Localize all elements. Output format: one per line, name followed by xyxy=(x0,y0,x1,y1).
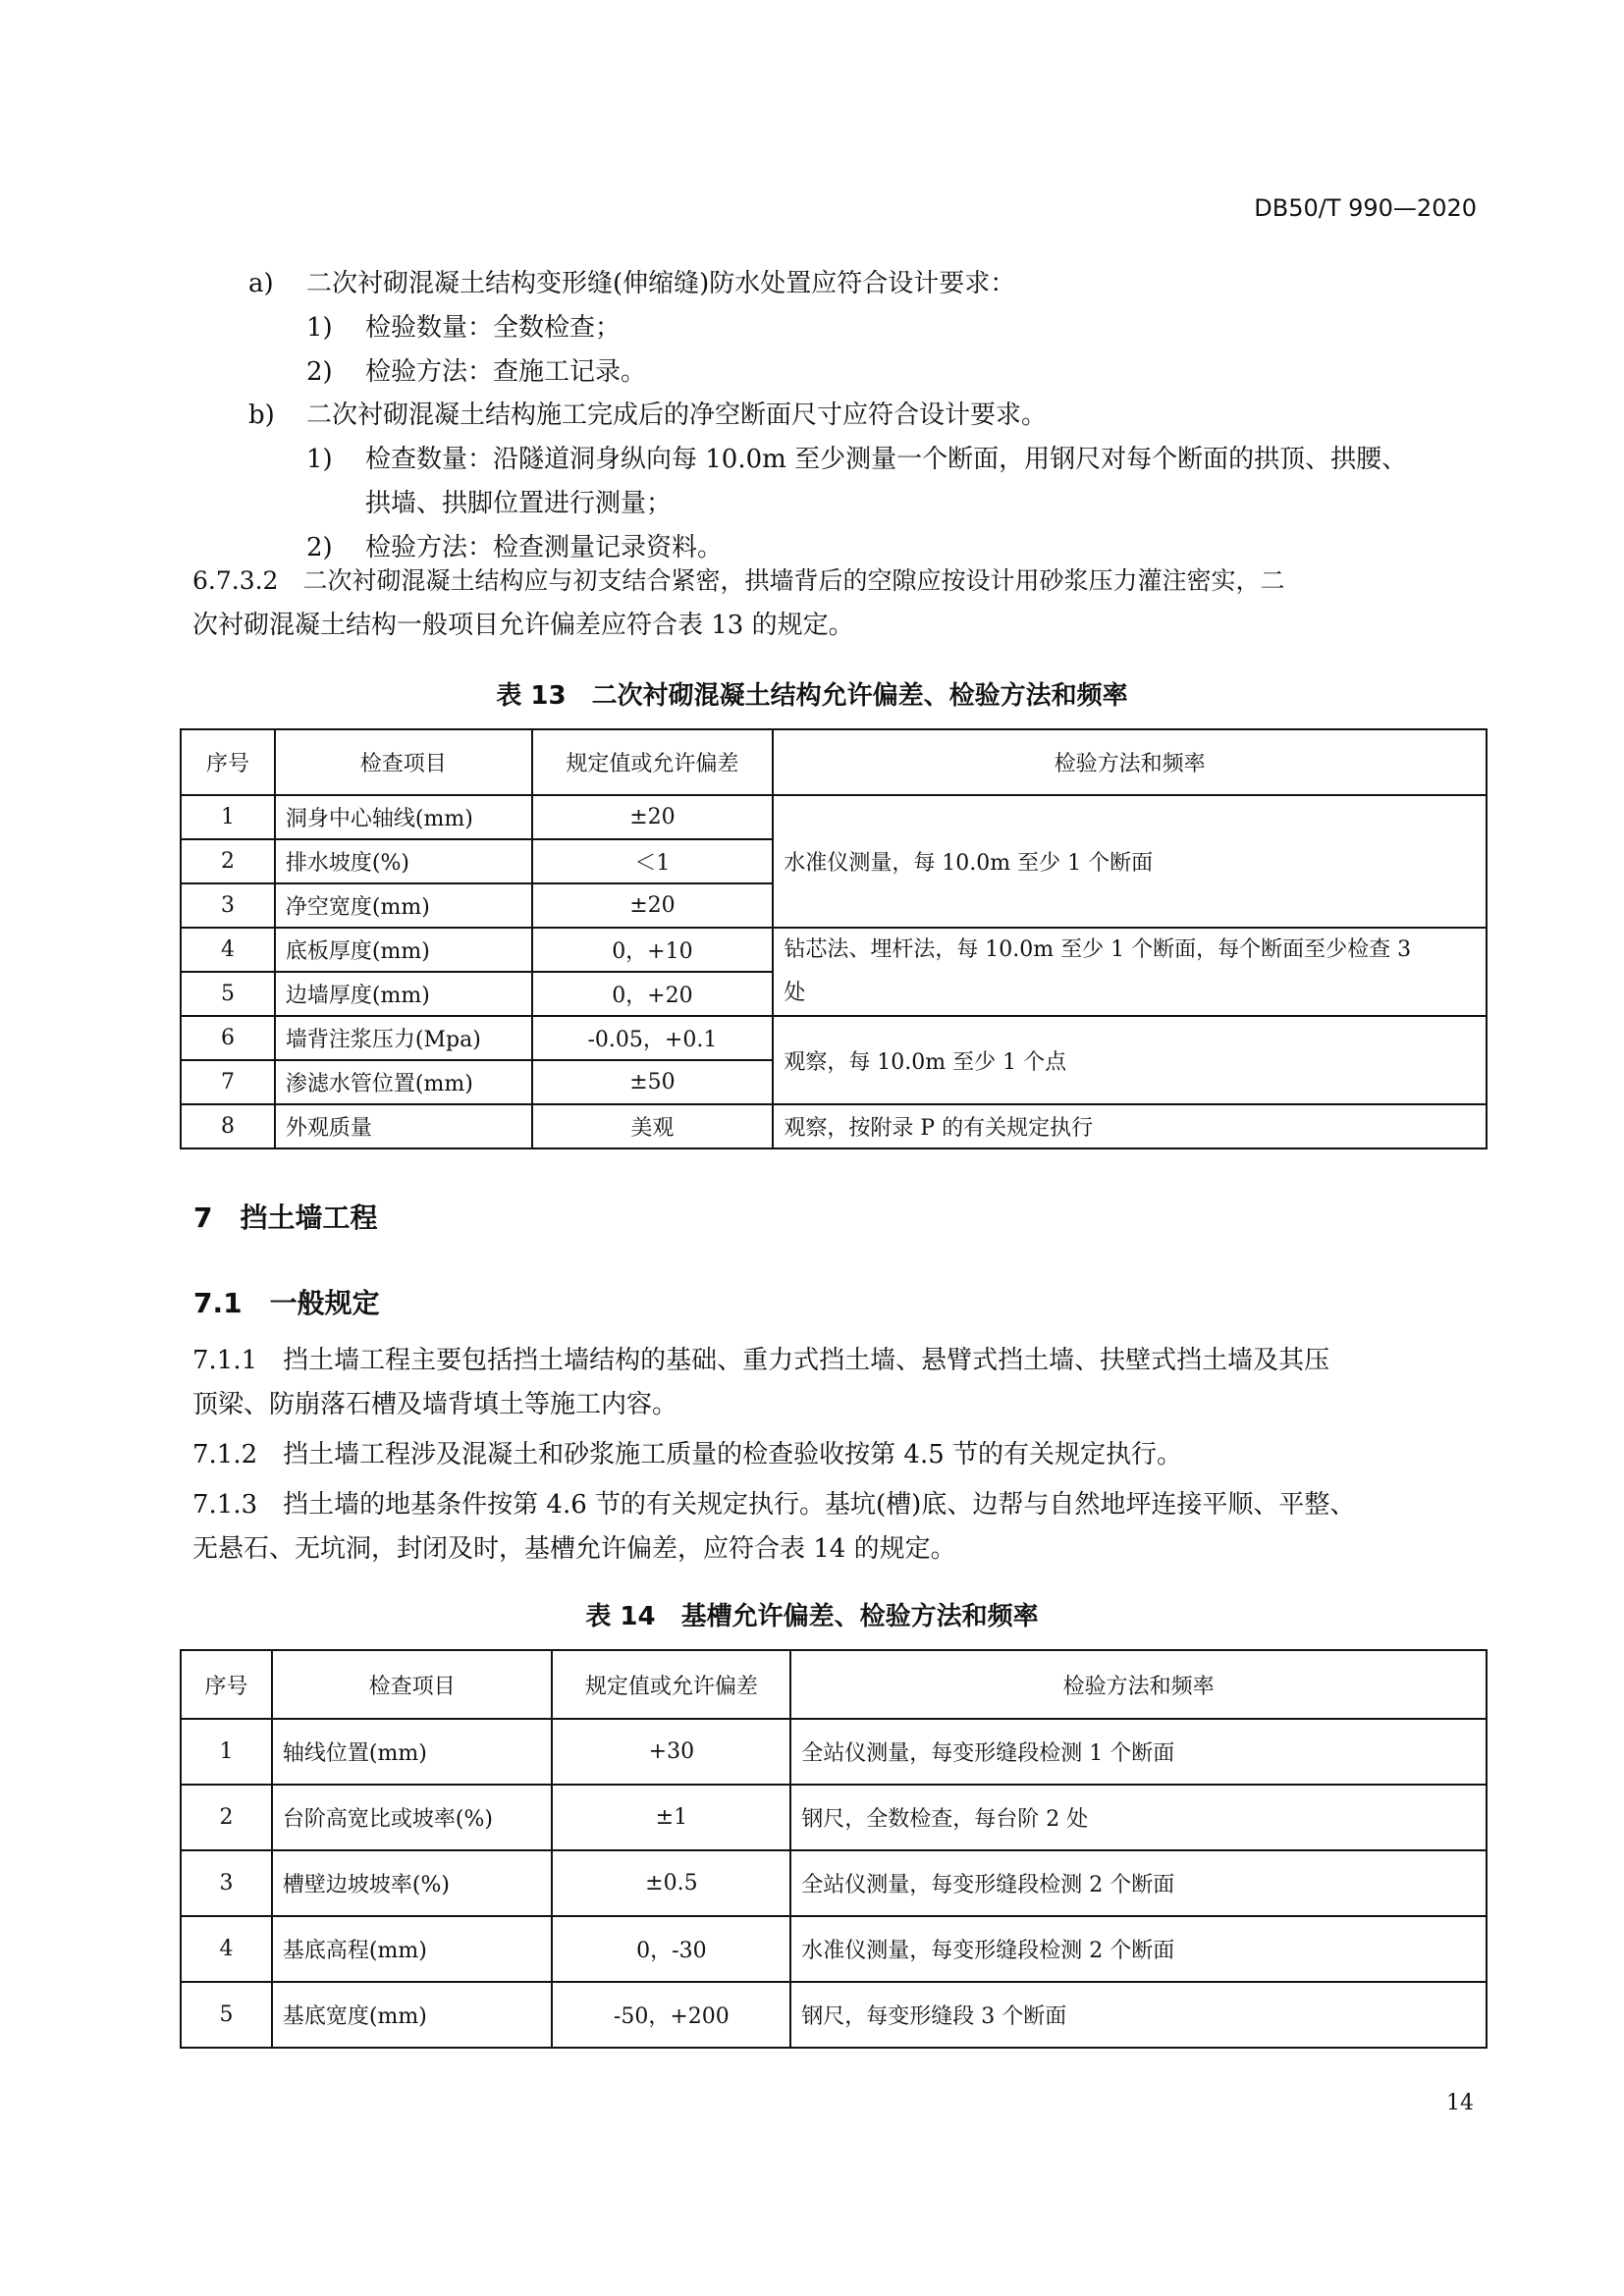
table14 xyxy=(180,1649,1488,2049)
chapter7-title: 7 挡土墙工程 xyxy=(193,1201,378,1234)
item-a-text: 二次衬砌混凝土结构变形缝(伸缩缝)防水处置应符合设计要求： xyxy=(306,269,1016,298)
table-cell: ＜1 xyxy=(532,839,774,883)
table13-caption: 表 13 二次衬砌混凝土结构允许偏差、检验方法和频率 xyxy=(496,681,1128,711)
table-cell: 1 xyxy=(181,1719,272,1785)
table-cell: ±50 xyxy=(532,1060,774,1104)
item-a-label: a) xyxy=(248,269,274,298)
item-b-label: b) xyxy=(248,400,275,430)
table14-header: 检查项目 xyxy=(272,1650,553,1719)
table-row xyxy=(181,1016,1487,1060)
table-cell: 洞身中心轴线(mm) xyxy=(275,795,532,839)
item-b2-label: 2) xyxy=(306,533,333,562)
table-cell: 观察，按附录 P 的有关规定执行 xyxy=(773,1104,1487,1148)
table-row xyxy=(181,795,1487,839)
table-cell: 全站仪测量，每变形缝段检测 2 个断面 xyxy=(790,1850,1487,1916)
table14-header-row xyxy=(181,1650,1487,1719)
table-cell: 轴线位置(mm) xyxy=(272,1719,553,1785)
table-cell: 5 xyxy=(181,1982,272,2048)
item-b1-text-cont: 拱墙、拱脚位置进行测量； xyxy=(365,489,673,518)
table-cell: 0，+10 xyxy=(532,928,774,972)
table-cell: 水准仪测量，每 10.0m 至少 1 个断面 xyxy=(773,795,1487,928)
table-cell: 水准仪测量，每变形缝段检测 2 个断面 xyxy=(790,1916,1487,1982)
clause-712: 7.1.2 挡土墙工程涉及混凝土和砂浆施工质量的检查验收按第 4.5 节的有关规定执行。 xyxy=(192,1440,1183,1469)
table-cell: 台阶高宽比或坡率(%) xyxy=(272,1785,553,1850)
section71-title: 7.1 一般规定 xyxy=(193,1287,380,1319)
table-cell: 2 xyxy=(181,839,275,883)
page-number: 14 xyxy=(1446,2091,1474,2115)
table-cell: 3 xyxy=(181,1850,272,1916)
method-45-line2: 处 xyxy=(784,981,806,1005)
table-cell: ±0.5 xyxy=(552,1850,790,1916)
item-a1-text: 检验数量：全数检查； xyxy=(365,313,622,343)
table-row xyxy=(181,1104,1487,1148)
table-cell: ±1 xyxy=(552,1785,790,1850)
table-cell: 外观质量 xyxy=(275,1104,532,1148)
table-cell: 钢尺，每变形缝段 3 个断面 xyxy=(790,1982,1487,2048)
table-cell: 4 xyxy=(181,928,275,972)
table-cell: 美观 xyxy=(532,1104,774,1148)
table-cell: 3 xyxy=(181,883,275,928)
item-b2-text: 检验方法：检查测量记录资料。 xyxy=(365,533,724,562)
table-cell: 净空宽度(mm) xyxy=(275,883,532,928)
item-b1-text: 检查数量：沿隧道洞身纵向每 10.0m 至少测量一个断面，用钢尺对每个断面的拱顶、拱腰、 xyxy=(365,445,1408,474)
clause-6732-line1: 6.7.3.2 二次衬砌混凝土结构应与初支结合紧密，拱墙背后的空隙应按设计用砂浆压力灌注密实，二 xyxy=(192,566,1285,595)
clause-713-line2: 无悬石、无坑洞，封闭及时，基槽允许偏差，应符合表 14 的规定。 xyxy=(192,1534,956,1564)
clause-6732-line2: 次衬砌混凝土结构一般项目允许偏差应符合表 13 的规定。 xyxy=(192,611,854,640)
table-cell: ±20 xyxy=(532,795,774,839)
table-cell: 钢尺，全数检查，每台阶 2 处 xyxy=(790,1785,1487,1850)
table13 xyxy=(180,728,1488,1149)
table-cell: 8 xyxy=(181,1104,275,1148)
table-cell: 7 xyxy=(181,1060,275,1104)
table13-header-row xyxy=(181,729,1487,795)
table14-header: 规定值或允许偏差 xyxy=(552,1650,790,1719)
item-b1-label: 1) xyxy=(306,445,333,474)
table-cell: 基底宽度(mm) xyxy=(272,1982,553,2048)
table-cell: -0.05，+0.1 xyxy=(532,1016,774,1060)
table13-header: 规定值或允许偏差 xyxy=(532,729,774,795)
table-cell: 0，+20 xyxy=(532,972,774,1016)
table-cell: 边墙厚度(mm) xyxy=(275,972,532,1016)
table-row xyxy=(181,1982,1487,2048)
table-row xyxy=(181,1785,1487,1850)
table-cell: 观察，每 10.0m 至少 1 个点 xyxy=(773,1016,1487,1104)
table14-header: 序号 xyxy=(181,1650,272,1719)
doc-id-header: DB50/T 990—2020 xyxy=(1254,194,1477,222)
table-cell: 0，-30 xyxy=(552,1916,790,1982)
table-row xyxy=(181,928,1487,972)
item-a2-label: 2) xyxy=(306,357,333,387)
clause-713-line1: 7.1.3 挡土墙的地基条件按第 4.6 节的有关规定执行。基坑(槽)底、边帮与自然地坪连接平顺、平整、 xyxy=(192,1490,1356,1520)
table-cell: 墙背注浆压力(Mpa) xyxy=(275,1016,532,1060)
item-a2-text: 检验方法：查施工记录。 xyxy=(365,357,647,387)
table-cell: 槽壁边坡坡率(%) xyxy=(272,1850,553,1916)
table-cell: 排水坡度(%) xyxy=(275,839,532,883)
table-cell: 底板厚度(mm) xyxy=(275,928,532,972)
table13-header: 检验方法和频率 xyxy=(773,729,1487,795)
table-cell: 渗滤水管位置(mm) xyxy=(275,1060,532,1104)
table-cell: 5 xyxy=(181,972,275,1016)
table-row xyxy=(181,1916,1487,1982)
table-row xyxy=(181,1850,1487,1916)
item-a1-label: 1) xyxy=(306,313,333,343)
table-cell: ±20 xyxy=(532,883,774,928)
table14-caption: 表 14 基槽允许偏差、检验方法和频率 xyxy=(585,1602,1039,1631)
table13-header: 序号 xyxy=(181,729,275,795)
table13-header: 检查项目 xyxy=(275,729,532,795)
method-45-line1: 钻芯法、埋杆法，每 10.0m 至少 1 个断面，每个断面至少检查 3 xyxy=(784,937,1412,962)
table-cell: 全站仪测量，每变形缝段检测 1 个断面 xyxy=(790,1719,1487,1785)
item-b-text: 二次衬砌混凝土结构施工完成后的净空断面尺寸应符合设计要求。 xyxy=(306,400,1048,430)
table-cell: +30 xyxy=(552,1719,790,1785)
table14-header: 检验方法和频率 xyxy=(790,1650,1487,1719)
table-cell: 1 xyxy=(181,795,275,839)
table-cell-multiline xyxy=(773,928,1487,1016)
table-cell: 6 xyxy=(181,1016,275,1060)
table-cell: -50，+200 xyxy=(552,1982,790,2048)
clause-711-line2: 顶梁、防崩落石槽及墙背填土等施工内容。 xyxy=(192,1390,678,1419)
table-cell: 2 xyxy=(181,1785,272,1850)
table-cell: 基底高程(mm) xyxy=(272,1916,553,1982)
clause-711-line1: 7.1.1 挡土墙工程主要包括挡土墙结构的基础、重力式挡土墙、悬臂式挡土墙、扶壁式挡土墙及其压 xyxy=(192,1346,1330,1375)
table-row xyxy=(181,1719,1487,1785)
table-cell: 4 xyxy=(181,1916,272,1982)
